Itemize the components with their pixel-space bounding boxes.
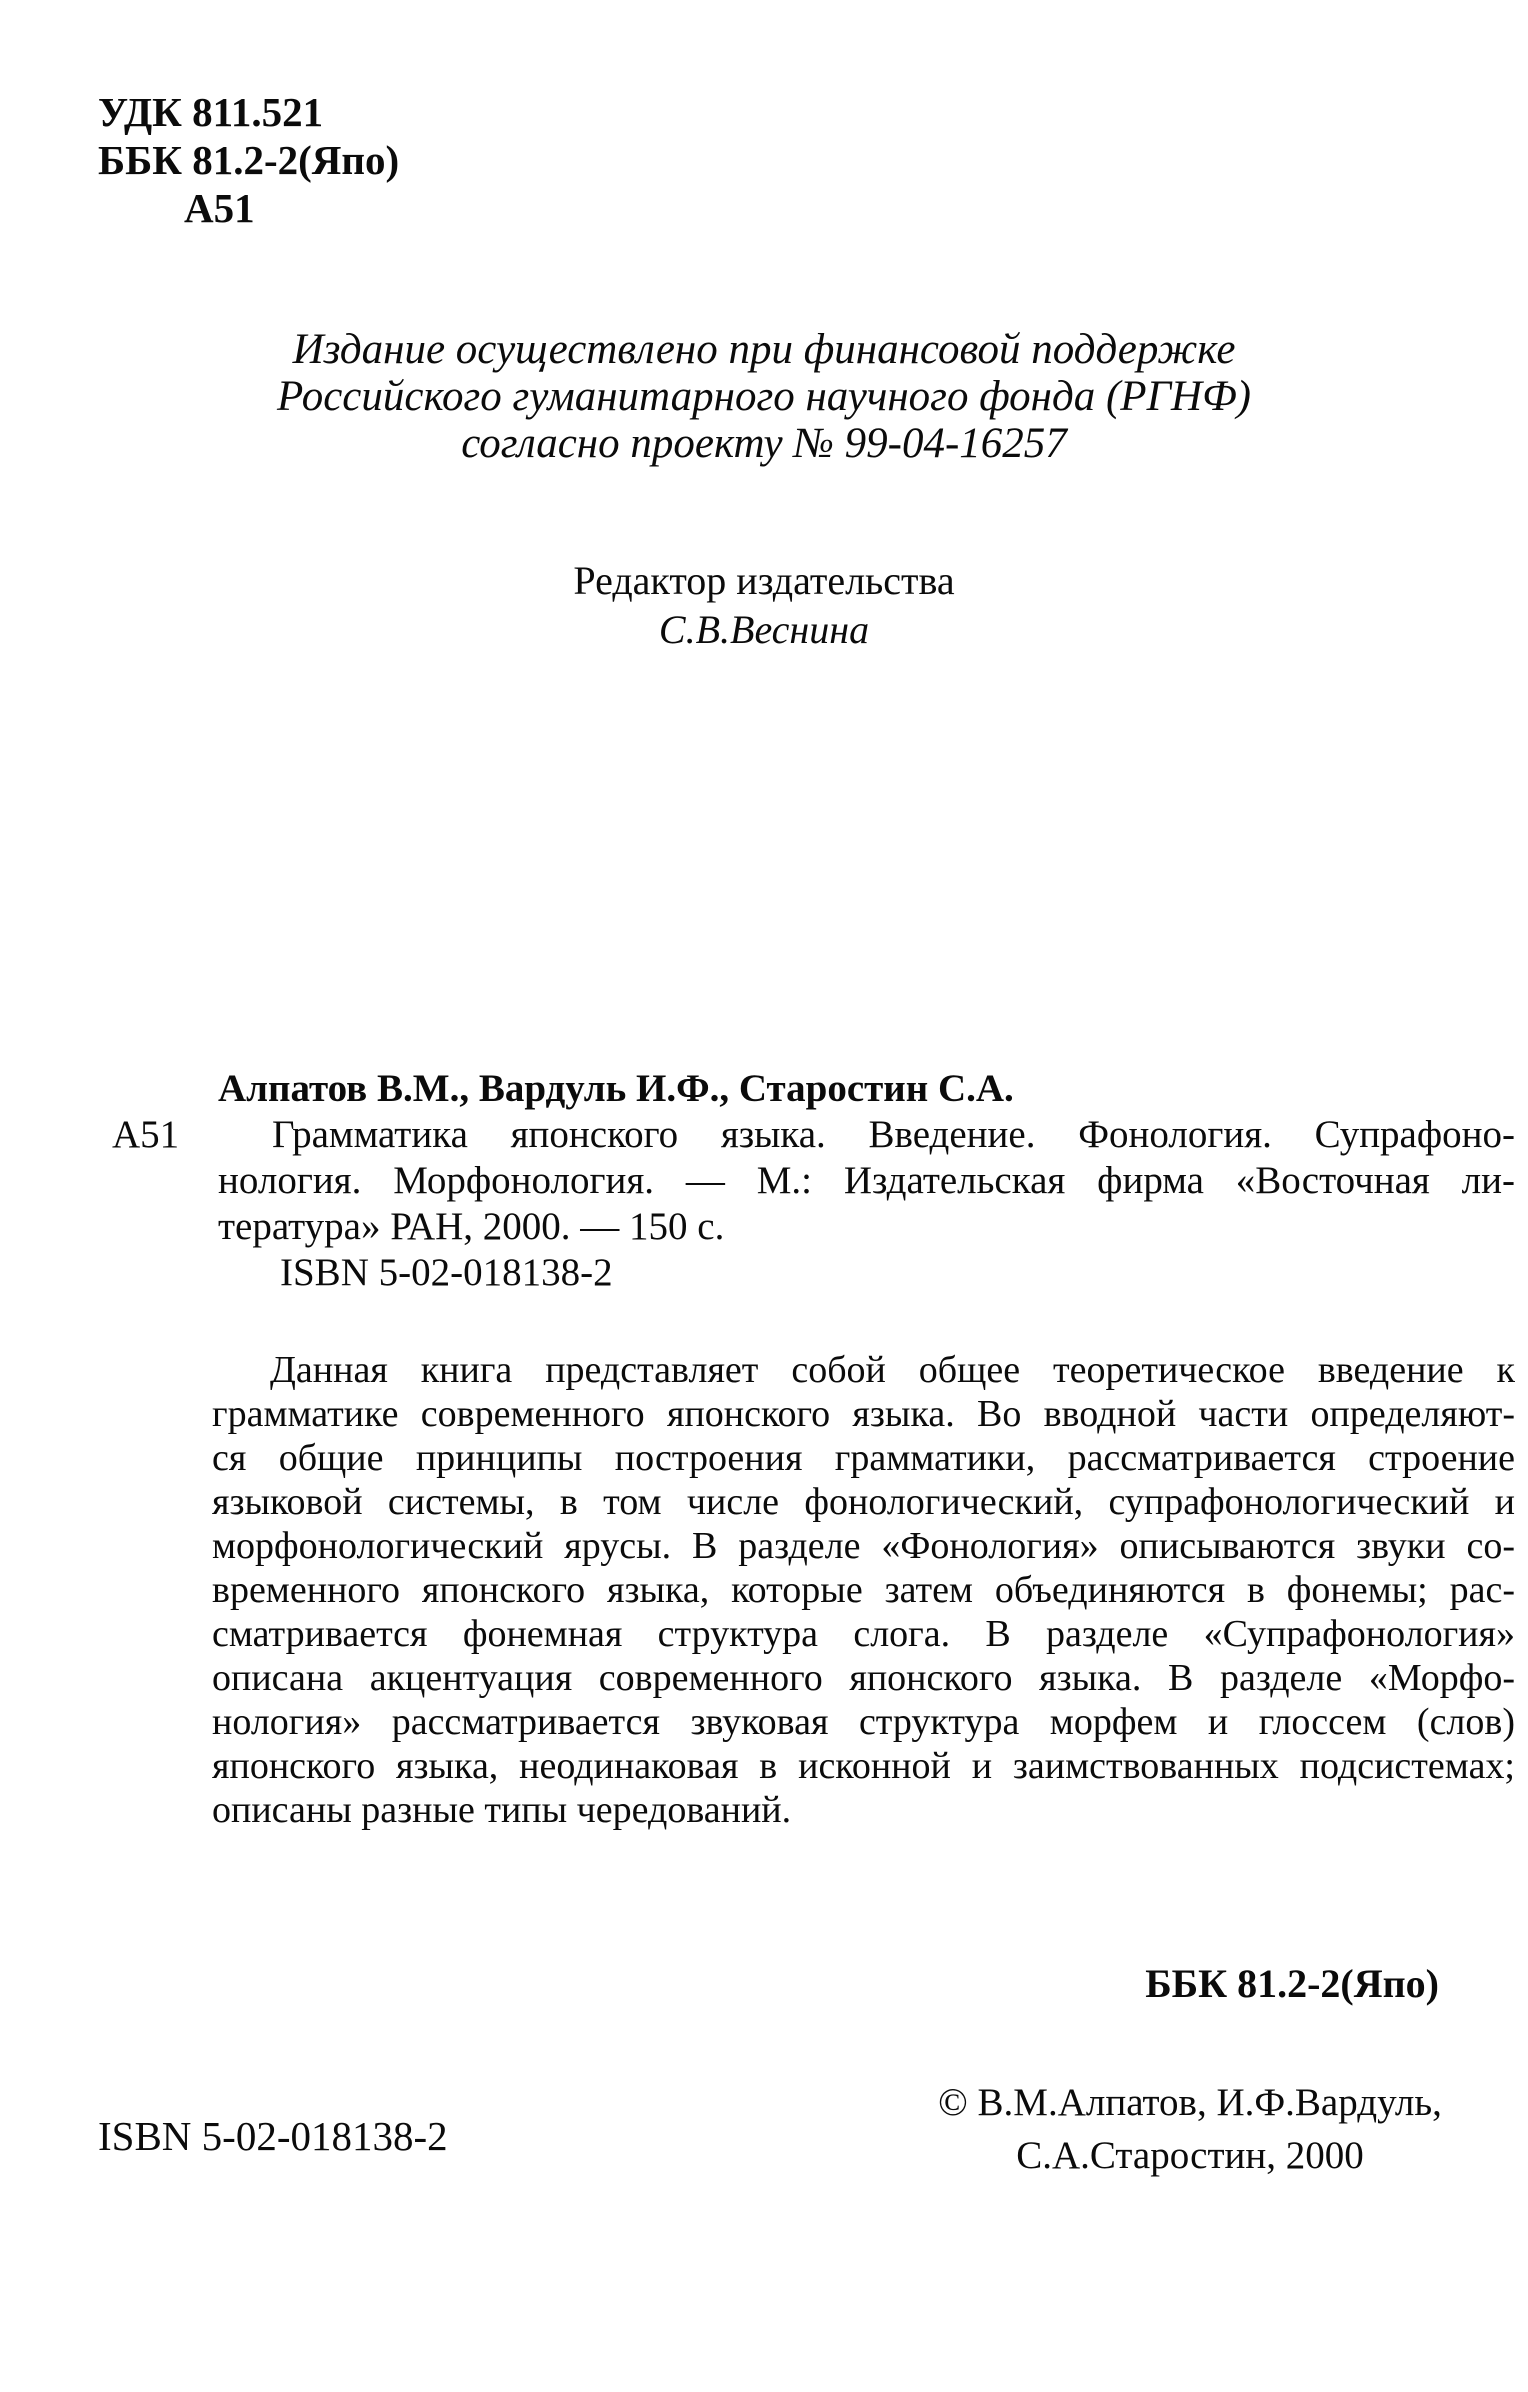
annotation-paragraph xyxy=(212,1348,1515,1832)
copyright-line: С.А.Старостин, 2000 xyxy=(1016,2134,1364,2177)
udk-code: УДК 811.521 xyxy=(98,89,324,135)
copyright-block xyxy=(860,2076,1520,2182)
text-line: временного японского языка, которые затем объединяются в фонемы; рас- xyxy=(212,1569,1515,1611)
isbn-bottom: ISBN 5-02-018138-2 xyxy=(98,2113,448,2159)
text-line: морфонологический ярусы. В разделе «Фонология» описываются звуки со- xyxy=(212,1525,1515,1567)
text-line: описаны разные типы чередований. xyxy=(212,1789,792,1831)
catalog-entry xyxy=(112,1066,1515,1296)
text-line: Российского гуманитарного научного фонда (РГНФ) xyxy=(277,373,1251,420)
text-line: сматривается фонемная структура слога. В разделе «Супрафонология» xyxy=(212,1613,1515,1655)
text-line: японского языка, неодинаковая в исконной и заимствованных подсистемах; xyxy=(212,1745,1515,1787)
text-line: описана акцентуация современного японского языка. В разделе «Морфо- xyxy=(212,1657,1515,1699)
classification-codes-block xyxy=(98,88,399,232)
text-line: Издание осуществлено при финансовой поддержке xyxy=(292,326,1236,373)
text-line: нология» рассматривается звуковая структура морфем и глоссем (слов) xyxy=(212,1701,1515,1743)
text-line: ся общие принципы построения грамматики, рассматривается строение xyxy=(212,1437,1515,1479)
text-line: грамматике современного японского языка. Во вводной части определяют- xyxy=(212,1393,1515,1435)
text-line: языковой системы, в том числе фонологический, супрафонологический и xyxy=(212,1481,1515,1523)
bbk-code: ББК 81.2-2(Япо) xyxy=(98,137,400,183)
text-line: нология. Морфонология. — М.: Издательская фирма «Восточная ли- xyxy=(218,1159,1515,1202)
funding-note xyxy=(0,326,1528,467)
editor-name: С.В.Веснина xyxy=(658,607,870,652)
editor-role: Редактор издательства xyxy=(573,558,955,603)
bbk-code-bottom: ББК 81.2-2(Япо) xyxy=(1145,1961,1439,2006)
authors-line: Алпатов В.М., Вардуль И.Ф., Старостин С.А. xyxy=(218,1067,1014,1110)
entry-isbn: ISBN 5-02-018138-2 xyxy=(280,1251,613,1294)
text-line: согласно проекту № 99-04-16257 xyxy=(461,420,1067,467)
editor-credit xyxy=(0,556,1528,654)
text-line: Данная книга представляет собой общее теоретическое введение к xyxy=(270,1349,1515,1391)
author-sign-code: А51 xyxy=(184,185,255,231)
margin-author-sign: А51 xyxy=(112,1113,180,1156)
text-line: тература» РАН, 2000. — 150 с. xyxy=(218,1205,725,1248)
copyright-line: © В.М.Алпатов, И.Ф.Вардуль, xyxy=(938,2081,1442,2124)
text-line: Грамматика японского языка. Введение. Фонология. Супрафоно- xyxy=(272,1113,1515,1156)
